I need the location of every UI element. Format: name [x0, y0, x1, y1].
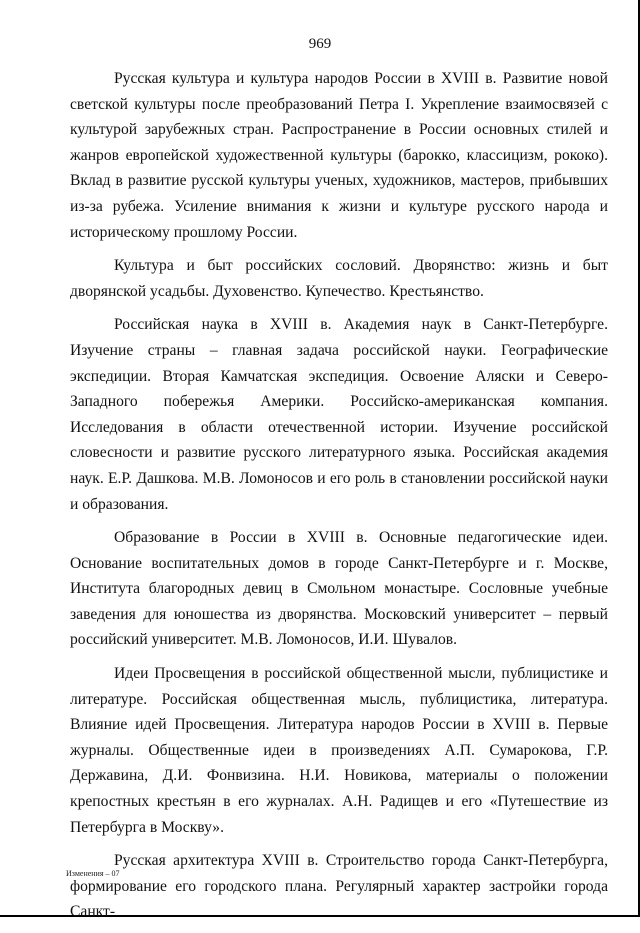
paragraph-architecture: Русская архитектура XVIII в. Строительство города Санкт-Петербурга, формирование его городского плана. Регулярный характер застройки города Санкт-	[70, 852, 608, 921]
footer-note: Изменения – 07	[66, 869, 120, 878]
page-body	[70, 66, 608, 933]
paragraph-culture: Русская культура и культура народов России в XVIII в. Развитие новой светской культуры после преобразований Петра I. Укрепление взаимосвязей с культурой зарубежных стран. Распространение в России основных стилей и жанров европейской художественной культуры (барокко, классицизм, рококо). Вклад в развитие русской культуры ученых, художников, мастеров, прибывших из-за рубежа. Усиление внимания к жизни и культуре русского народа и историческому прошлому России.	[70, 70, 608, 241]
paragraph-education: Образование в России в XVIII в. Основные педагогические идеи. Основание воспитательных домов в городе Санкт-Петербурге и г. Москве, Института благородных девиц в Смольном монастыре. Сословные учебные заведения для юношества из дворянства. Московский университет – первый российский университет. М.В. Ломоносов, И.И. Шувалов.	[70, 529, 608, 649]
paragraph-science: Российская наука в XVIII в. Академия наук в Санкт-Петербурге. Изучение страны – главная задача российской науки. Географические экспедиции. Вторая Камчатская экспедиция. Освоение Аляски и Северо-Западного побережья Америки. Российско-американская компания. Исследования в области отечественной истории. Изучение российской словесности и развитие русского литературного языка. Российская академия наук. Е.Р. Дашкова. М.В. Ломоносов и его роль в становлении российской науки и образования.	[70, 316, 608, 513]
page-number: 969	[308, 36, 332, 52]
paragraph-enlightenment: Идеи Просвещения в российской общественной мысли, публицистике и литературе. Российская общественная мысль, публицистика, литература. Влияние идей Просвещения. Литература народов России в XVIII в. Первые журналы. Общественные идеи в произведениях А.П. Сумарокова, Г.Р. Державина, Д.И. Фонвизина. Н.И. Новикова, материалы о положении крепостных крестьян в его журналах. А.Н. Радищев и его «Путешествие из Петербурга в Москву».	[70, 665, 608, 836]
paragraph-estates: Культура и быт российских сословий. Дворянство: жизнь и быт дворянской усадьбы. Духовенство. Купечество. Крестьянство.	[70, 257, 608, 300]
